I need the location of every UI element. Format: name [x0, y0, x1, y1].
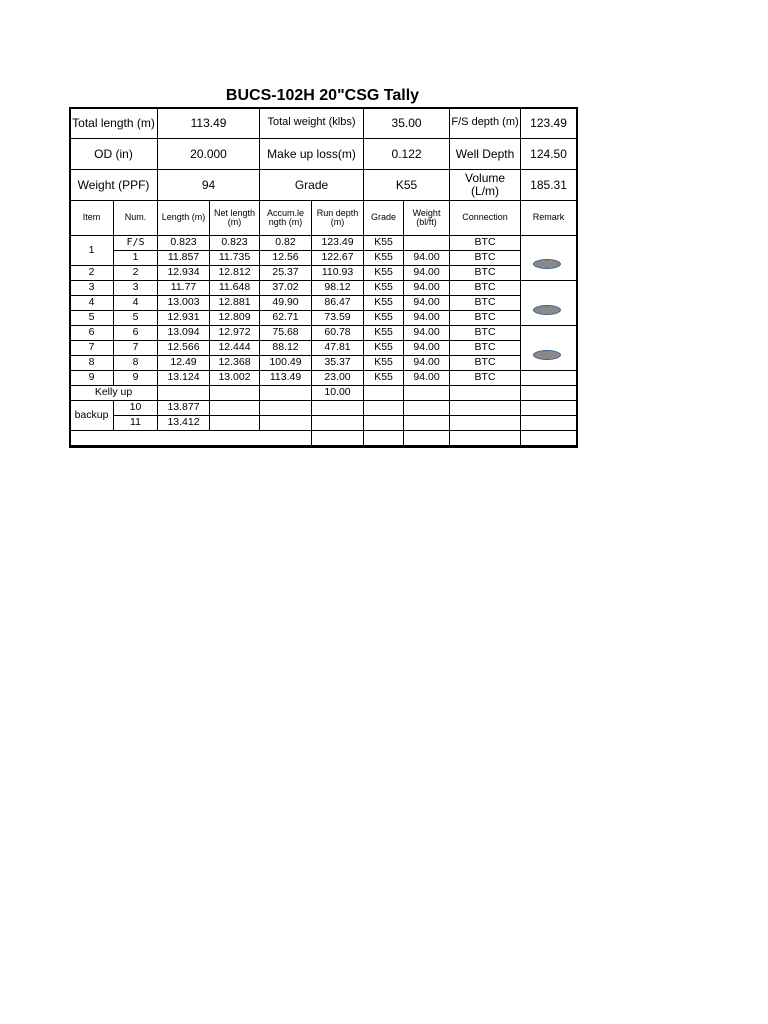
cell-weight: 94.00 [404, 356, 450, 371]
cell-run-depth: 86.47 [312, 296, 364, 311]
cell-item: 3 [70, 281, 114, 296]
cell-connection: BTC [450, 296, 521, 311]
cell-weight: 94.00 [404, 296, 450, 311]
summary-row-total [70, 108, 577, 139]
cell-net-length: 13.002 [210, 371, 260, 386]
header-length: Length (m) [158, 201, 210, 236]
cell-grade: K55 [364, 356, 404, 371]
well-depth-value: 124.50 [521, 139, 577, 170]
cell-grade: K55 [364, 236, 404, 251]
total-weight-value: 35.00 [364, 108, 450, 139]
cell-num: 3 [114, 281, 158, 296]
remark-marker-shape[interactable] [533, 350, 561, 360]
cell-remark [521, 281, 577, 326]
cell-weight: 94.00 [404, 371, 450, 386]
cell-accum-length: 12.56 [260, 251, 312, 266]
tally-table [69, 107, 577, 446]
table-row [70, 296, 577, 311]
cell-run-depth: 110.93 [312, 266, 364, 281]
cell-item: 1 [70, 236, 114, 266]
cell-remark [521, 236, 577, 281]
volume-value: 185.31 [521, 170, 577, 201]
cell-remark [521, 326, 577, 371]
cell-grade: K55 [364, 371, 404, 386]
cell-grade: K55 [364, 266, 404, 281]
grade-label: Grade [260, 170, 364, 201]
cell-grade: K55 [364, 311, 404, 326]
cell-grade: K55 [364, 251, 404, 266]
cell-net-length: 12.812 [210, 266, 260, 281]
cell-item: 7 [70, 341, 114, 356]
cell-remark [521, 371, 577, 386]
cell-weight: 94.00 [404, 311, 450, 326]
cell-connection: BTC [450, 371, 521, 386]
cell-run-depth: 98.12 [312, 281, 364, 296]
cell-run-depth: 35.37 [312, 356, 364, 371]
cell-grade: K55 [364, 296, 404, 311]
cell-weight: 94.00 [404, 266, 450, 281]
cell-net-length: 12.809 [210, 311, 260, 326]
cell-num: 9 [114, 371, 158, 386]
cell-length: 12.566 [158, 341, 210, 356]
table-row [70, 341, 577, 356]
cell-connection: BTC [450, 251, 521, 266]
cell-run-depth: 23.00 [312, 371, 364, 386]
summary-row-od [70, 139, 577, 170]
makeup-loss-value: 0.122 [364, 139, 450, 170]
header-remark: Remark [521, 201, 577, 236]
cell-run-depth: 123.49 [312, 236, 364, 251]
cell-connection: BTC [450, 236, 521, 251]
cell-accum-length: 37.02 [260, 281, 312, 296]
cell-num: 8 [114, 356, 158, 371]
cell-length: 13.003 [158, 296, 210, 311]
kelly-up-row [70, 386, 577, 401]
cell-weight: 94.00 [404, 251, 450, 266]
cell-accum-length: 49.90 [260, 296, 312, 311]
cell-accum-length: 75.68 [260, 326, 312, 341]
cell-weight: 94.00 [404, 281, 450, 296]
cell-net-length: 12.444 [210, 341, 260, 356]
cell-connection: BTC [450, 266, 521, 281]
header-connection: Connection [450, 201, 521, 236]
cell-accum-length: 0.82 [260, 236, 312, 251]
cell-run-depth: 122.67 [312, 251, 364, 266]
well-depth-label: Well Depth [450, 139, 521, 170]
cell-num: 5 [114, 311, 158, 326]
cell-length: 13.877 [158, 401, 210, 416]
cell-item: 4 [70, 296, 114, 311]
cell-accum-length: 62.71 [260, 311, 312, 326]
cell-grade: K55 [364, 326, 404, 341]
cell-length: 12.931 [158, 311, 210, 326]
cell-length: 11.857 [158, 251, 210, 266]
cell-connection: BTC [450, 341, 521, 356]
header-run-depth: Run depth (m) [312, 201, 364, 236]
table-row [70, 266, 577, 281]
cell-net-length: 12.881 [210, 296, 260, 311]
cell-length: 12.49 [158, 356, 210, 371]
header-accum-length: Accum.le ngth (m) [260, 201, 312, 236]
total-weight-label: Total weight (klbs) [260, 108, 364, 139]
page-title: BUCS-102H 20"CSG Tally [225, 87, 420, 104]
kelly-up-label: Kelly up [70, 386, 158, 401]
cell-item: 2 [70, 266, 114, 281]
cell-connection: BTC [450, 311, 521, 326]
header-net-length: Net length (m) [210, 201, 260, 236]
cell-weight: 94.00 [404, 341, 450, 356]
cell-length: 11.77 [158, 281, 210, 296]
grade-value: K55 [364, 170, 450, 201]
tally-sheet [69, 107, 576, 446]
makeup-loss-label: Make up loss(m) [260, 139, 364, 170]
blank-row [70, 431, 577, 446]
cell-num: 6 [114, 326, 158, 341]
table-row [70, 371, 577, 386]
cell-connection: BTC [450, 326, 521, 341]
cell-num: 1 [114, 251, 158, 266]
cell-net-length: 11.648 [210, 281, 260, 296]
backup-row [70, 416, 577, 431]
cell-item: 6 [70, 326, 114, 341]
backup-row [70, 401, 577, 416]
cell-run-depth: 73.59 [312, 311, 364, 326]
volume-label: Volume (L/m) [450, 170, 521, 201]
weight-ppf-label: Weight (PPF) [70, 170, 158, 201]
cell-connection: BTC [450, 356, 521, 371]
od-label: OD (in) [70, 139, 158, 170]
table-row [70, 326, 577, 341]
table-row [70, 281, 577, 296]
cell-net-length: 12.368 [210, 356, 260, 371]
od-value: 20.000 [158, 139, 260, 170]
cell-net-length: 0.823 [210, 236, 260, 251]
cell-accum-length: 113.49 [260, 371, 312, 386]
column-header-row [70, 201, 577, 236]
backup-label: backup [70, 401, 114, 431]
table-row [70, 311, 577, 326]
cell-weight: 94.00 [404, 326, 450, 341]
cell-accum-length: 88.12 [260, 341, 312, 356]
remark-marker-shape[interactable] [533, 259, 561, 269]
cell-grade: K55 [364, 341, 404, 356]
header-num: Num. [114, 201, 158, 236]
header-weight: Weight (bl/ft) [404, 201, 450, 236]
cell-num: 7 [114, 341, 158, 356]
total-length-label: Total length (m) [70, 108, 158, 139]
kelly-up-run-depth: 10.00 [312, 386, 364, 401]
cell-num: 11 [114, 416, 158, 431]
table-row [70, 251, 577, 266]
cell-num: 4 [114, 296, 158, 311]
remark-marker-shape[interactable] [533, 305, 561, 315]
cell-length: 12.934 [158, 266, 210, 281]
total-length-value: 113.49 [158, 108, 260, 139]
cell-weight [404, 236, 450, 251]
cell-net-length: 12.972 [210, 326, 260, 341]
fs-depth-value: 123.49 [521, 108, 577, 139]
cell-connection: BTC [450, 281, 521, 296]
cell-num: 2 [114, 266, 158, 281]
weight-ppf-value: 94 [158, 170, 260, 201]
fs-depth-label: F/S depth (m) [450, 108, 521, 139]
cell-item: 9 [70, 371, 114, 386]
cell-num: 10 [114, 401, 158, 416]
cell-item: 5 [70, 311, 114, 326]
cell-length: 13.094 [158, 326, 210, 341]
cell-run-depth: 47.81 [312, 341, 364, 356]
summary-row-weight [70, 170, 577, 201]
header-grade: Grade [364, 201, 404, 236]
cell-length: 13.412 [158, 416, 210, 431]
table-row [70, 236, 577, 251]
cell-accum-length: 100.49 [260, 356, 312, 371]
cell-run-depth: 60.78 [312, 326, 364, 341]
cell-length: 0.823 [158, 236, 210, 251]
table-row [70, 356, 577, 371]
cell-grade: K55 [364, 281, 404, 296]
header-item: Item [70, 201, 114, 236]
cell-length: 13.124 [158, 371, 210, 386]
cell-accum-length: 25.37 [260, 266, 312, 281]
cell-num: F/S [114, 236, 158, 251]
cell-net-length: 11.735 [210, 251, 260, 266]
cell-item: 8 [70, 356, 114, 371]
